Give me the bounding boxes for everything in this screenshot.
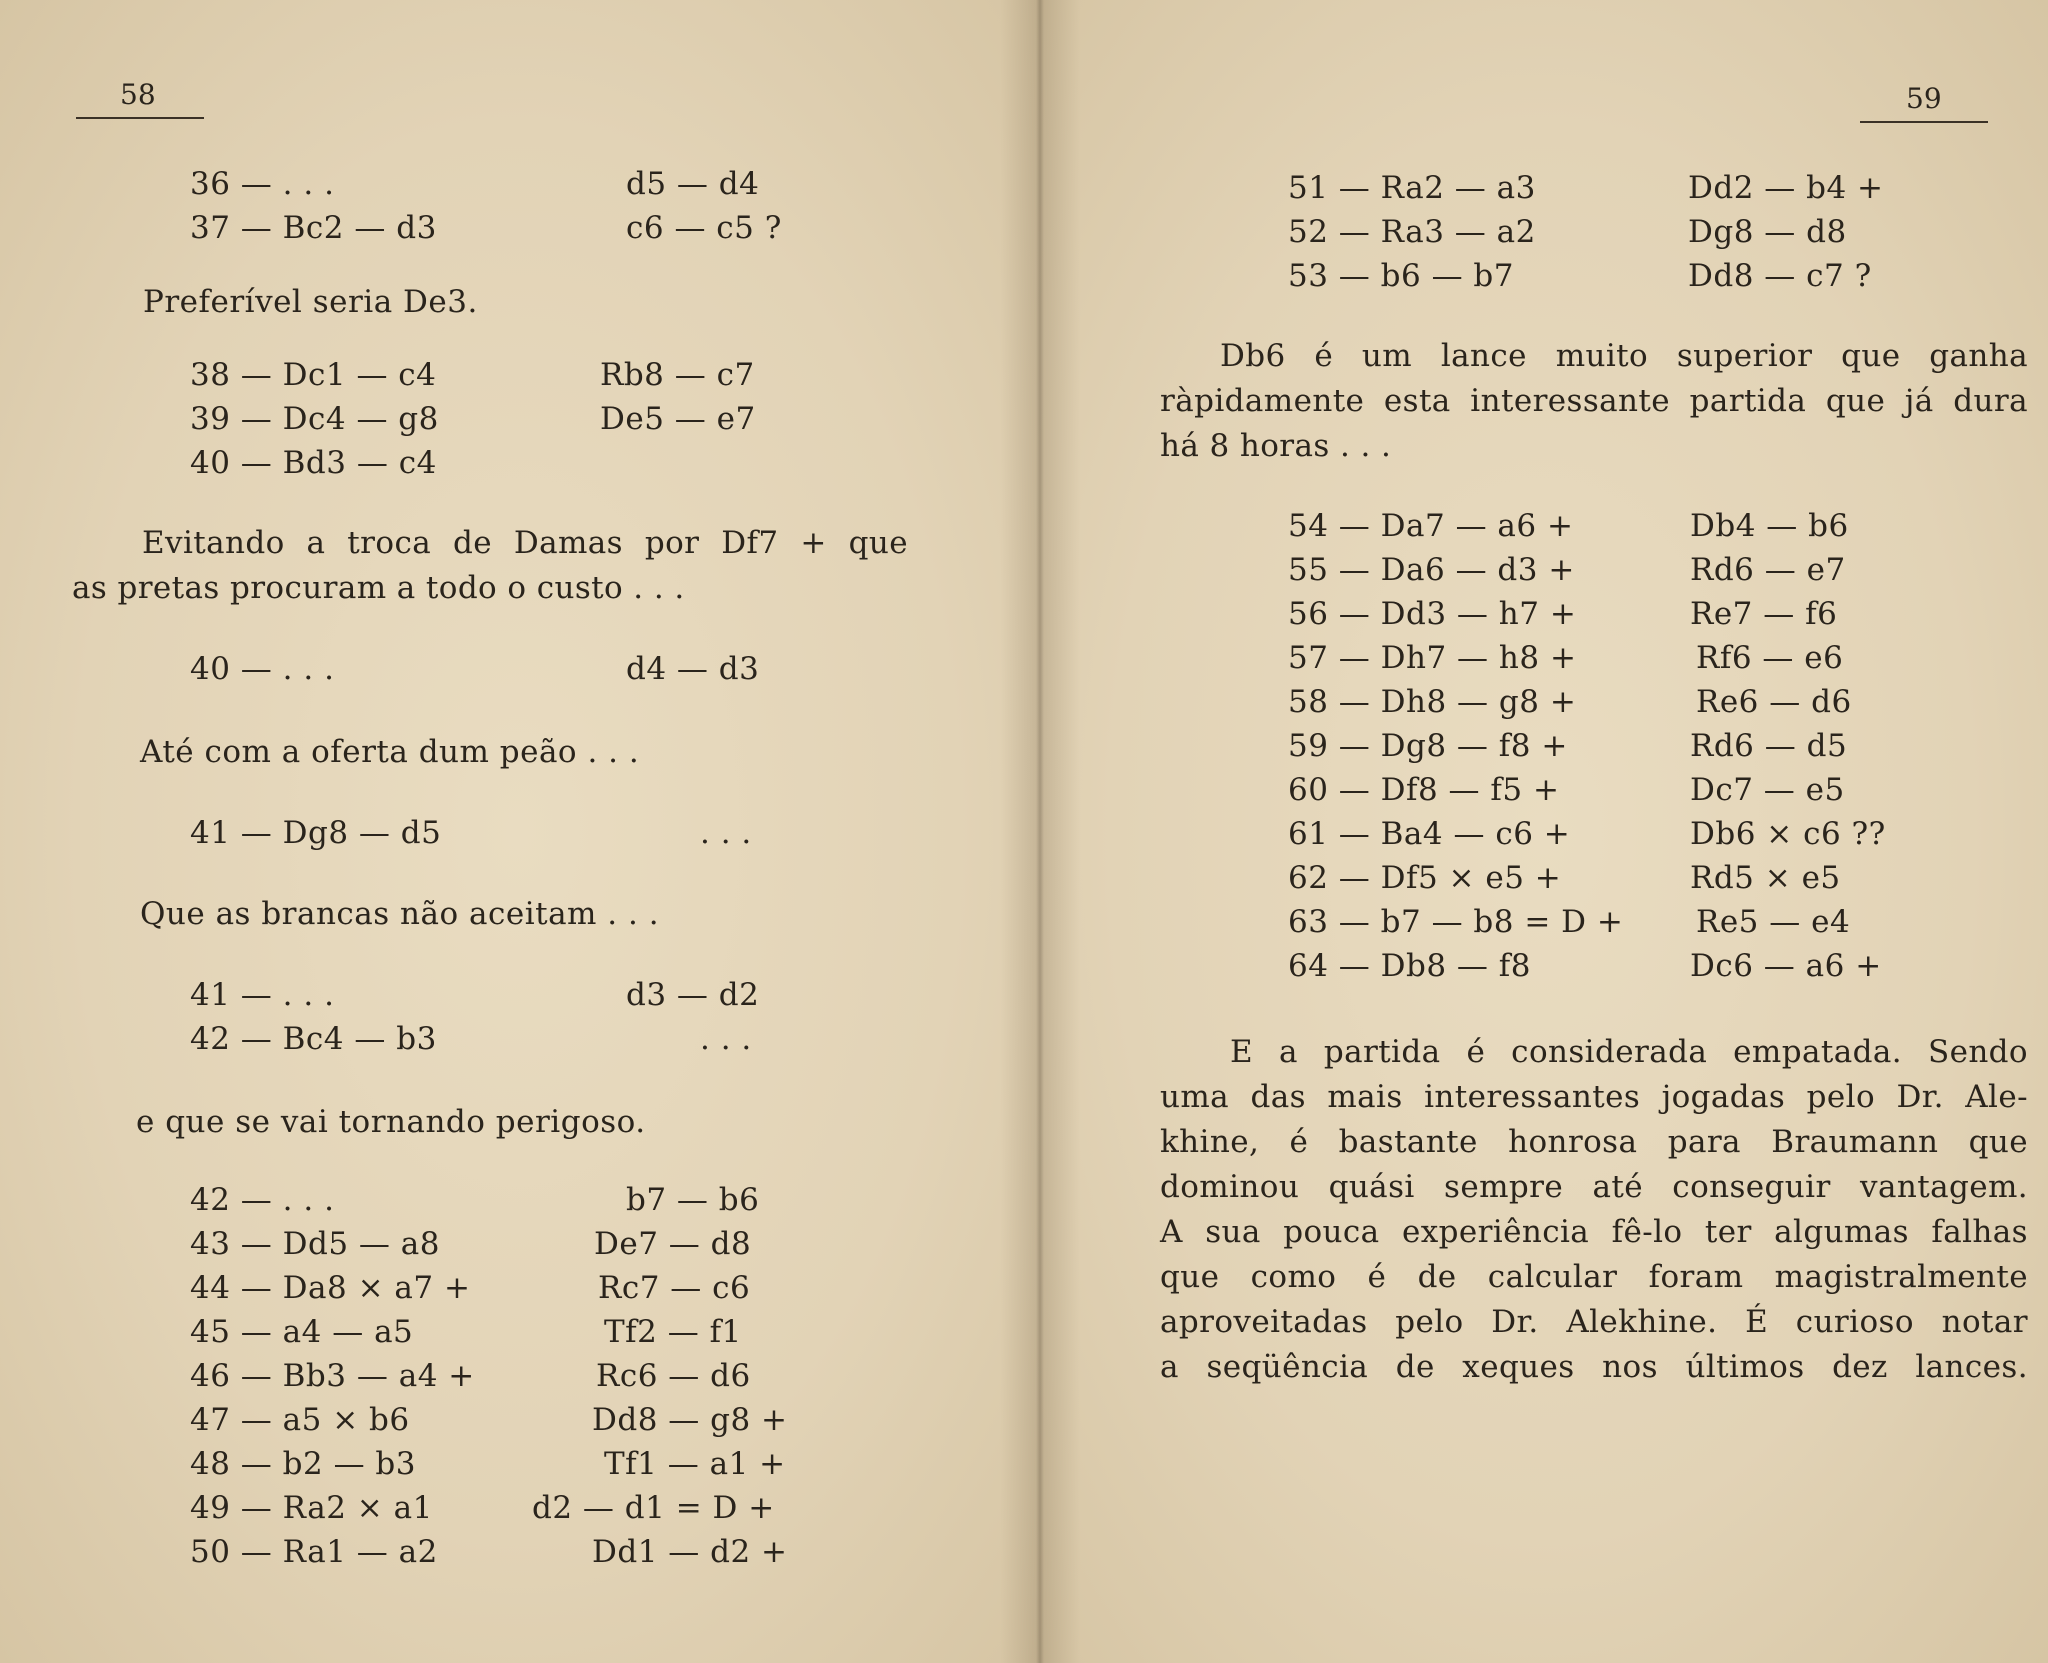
move-black: d3 — d2 <box>626 977 760 1013</box>
move-white: 45 — a4 — a5 <box>190 1314 414 1350</box>
move-black: De5 — e7 <box>600 401 756 437</box>
move-white: 41 — . . . <box>190 977 335 1013</box>
move-black: Dc7 — e5 <box>1690 772 1845 808</box>
page-number-rule <box>76 117 204 119</box>
annotation: e que se vai tornando perigoso. <box>136 1104 646 1140</box>
paragraph-line: aproveitadas pelo Dr. Alekhine. É curioso notar <box>1160 1304 2028 1340</box>
move-white: 42 — Bc4 — b3 <box>190 1021 437 1057</box>
move-white: 48 — b2 — b3 <box>190 1446 416 1482</box>
move-black: Rd5 × e5 <box>1690 860 1841 896</box>
move-white: 61 — Ba4 — c6 + <box>1288 816 1571 852</box>
move-black: d2 — d1 = D + <box>532 1490 775 1526</box>
move-black: . . . <box>700 1021 752 1057</box>
move-white: 63 — b7 — b8 = D + <box>1288 904 1624 940</box>
move-black: Re7 — f6 <box>1690 596 1838 632</box>
move-black: Rd6 — e7 <box>1690 552 1846 588</box>
move-black: Re5 — e4 <box>1696 904 1851 940</box>
page-number-rule <box>1860 121 1988 123</box>
move-white: 40 — Bd3 — c4 <box>190 445 437 481</box>
move-white: 38 — Dc1 — c4 <box>190 357 437 393</box>
move-black: . . . <box>700 815 752 851</box>
move-white: 43 — Dd5 — a8 <box>190 1226 440 1262</box>
move-white: 54 — Da7 — a6 + <box>1288 508 1574 544</box>
move-white: 62 — Df5 × e5 + <box>1288 860 1562 896</box>
move-black: Re6 — d6 <box>1696 684 1852 720</box>
annotation-paragraph <box>72 521 908 611</box>
move-white: 51 — Ra2 — a3 <box>1288 170 1536 206</box>
book-gutter <box>1000 0 1080 1663</box>
paragraph-line: Evitando a troca de Damas por Df7 + que <box>142 525 908 561</box>
paragraph-line: as pretas procuram a todo o custo . . . <box>72 570 685 606</box>
paragraph-line: que como é de calcular foram magistralmente <box>1160 1259 2028 1295</box>
move-white: 64 — Db8 — f8 <box>1288 948 1531 984</box>
paragraph-line: dominou quási sempre até conseguir vantagem. <box>1160 1169 2028 1205</box>
move-black: Rb8 — c7 <box>600 357 755 393</box>
paragraph-line: uma das mais interessantes jogadas pelo Dr. Ale- <box>1160 1079 2028 1115</box>
move-black: Rf6 — e6 <box>1696 640 1844 676</box>
move-white: 58 — Dh8 — g8 + <box>1288 684 1577 720</box>
move-black: b7 — b6 <box>626 1182 760 1218</box>
right-page <box>1036 0 2048 1663</box>
move-white: 55 — Da6 — d3 + <box>1288 552 1575 588</box>
move-black: Dd8 — c7 ? <box>1688 258 1872 294</box>
move-white: 47 — a5 × b6 <box>190 1402 410 1438</box>
move-white: 39 — Dc4 — g8 <box>190 401 439 437</box>
move-white: 59 — Dg8 — f8 + <box>1288 728 1568 764</box>
paragraph-line: khine, é bastante honrosa para Braumann que <box>1160 1124 2028 1160</box>
annotation: Preferível seria De3. <box>143 284 478 320</box>
paragraph-line: ràpidamente esta interessante partida que já dura <box>1160 383 2028 419</box>
move-black: Tf1 — a1 + <box>604 1446 786 1482</box>
move-black: Rc7 — c6 <box>598 1270 751 1306</box>
move-black: Dg8 — d8 <box>1688 214 1847 250</box>
move-white: 42 — . . . <box>190 1182 335 1218</box>
paragraph-line: a seqüência de xeques nos últimos dez lances. <box>1160 1349 2028 1385</box>
move-black: c6 — c5 ? <box>626 210 782 246</box>
move-black: Dd2 — b4 + <box>1688 170 1884 206</box>
move-white: 37 — Bc2 — d3 <box>190 210 437 246</box>
move-white: 56 — Dd3 — h7 + <box>1288 596 1577 632</box>
move-black: Db4 — b6 <box>1690 508 1849 544</box>
move-white: 49 — Ra2 × a1 <box>190 1490 433 1526</box>
move-white: 44 — Da8 × a7 + <box>190 1270 471 1306</box>
move-white: 50 — Ra1 — a2 <box>190 1534 438 1570</box>
move-black: d5 — d4 <box>626 166 760 202</box>
annotation: Que as brancas não aceitam . . . <box>140 896 660 932</box>
page-number: 59 <box>1906 82 1942 115</box>
paragraph-line: há 8 horas . . . <box>1160 428 1392 464</box>
move-white: 36 — . . . <box>190 166 335 202</box>
page-number: 58 <box>120 78 156 111</box>
move-black: De7 — d8 <box>594 1226 752 1262</box>
move-black: Dd8 — g8 + <box>592 1402 788 1438</box>
paragraph-line: A sua pouca experiência fê-lo ter algumas falhas <box>1160 1214 2028 1250</box>
annotation-paragraph <box>1160 334 2028 469</box>
move-black: Tf2 — f1 <box>604 1314 742 1350</box>
move-white: 41 — Dg8 — d5 <box>190 815 442 851</box>
move-black: Rc6 — d6 <box>596 1358 751 1394</box>
move-white: 57 — Dh7 — h8 + <box>1288 640 1577 676</box>
annotation: Até com a oferta dum peão . . . <box>140 734 640 770</box>
move-white: 40 — . . . <box>190 651 335 687</box>
move-white: 46 — Bb3 — a4 + <box>190 1358 475 1394</box>
move-white: 53 — b6 — b7 <box>1288 258 1514 294</box>
paragraph-line: E a partida é considerada empatada. Sendo <box>1230 1034 2028 1070</box>
move-black: Db6 × c6 ?? <box>1690 816 1886 852</box>
move-black: Dd1 — d2 + <box>592 1534 788 1570</box>
move-black: d4 — d3 <box>626 651 760 687</box>
move-black: Dc6 — a6 + <box>1690 948 1882 984</box>
annotation-paragraph <box>1160 1030 2028 1390</box>
move-black: Rd6 — d5 <box>1690 728 1848 764</box>
move-white: 52 — Ra3 — a2 <box>1288 214 1536 250</box>
paragraph-line: Db6 é um lance muito superior que ganha <box>1220 338 2028 374</box>
move-white: 60 — Df8 — f5 + <box>1288 772 1560 808</box>
